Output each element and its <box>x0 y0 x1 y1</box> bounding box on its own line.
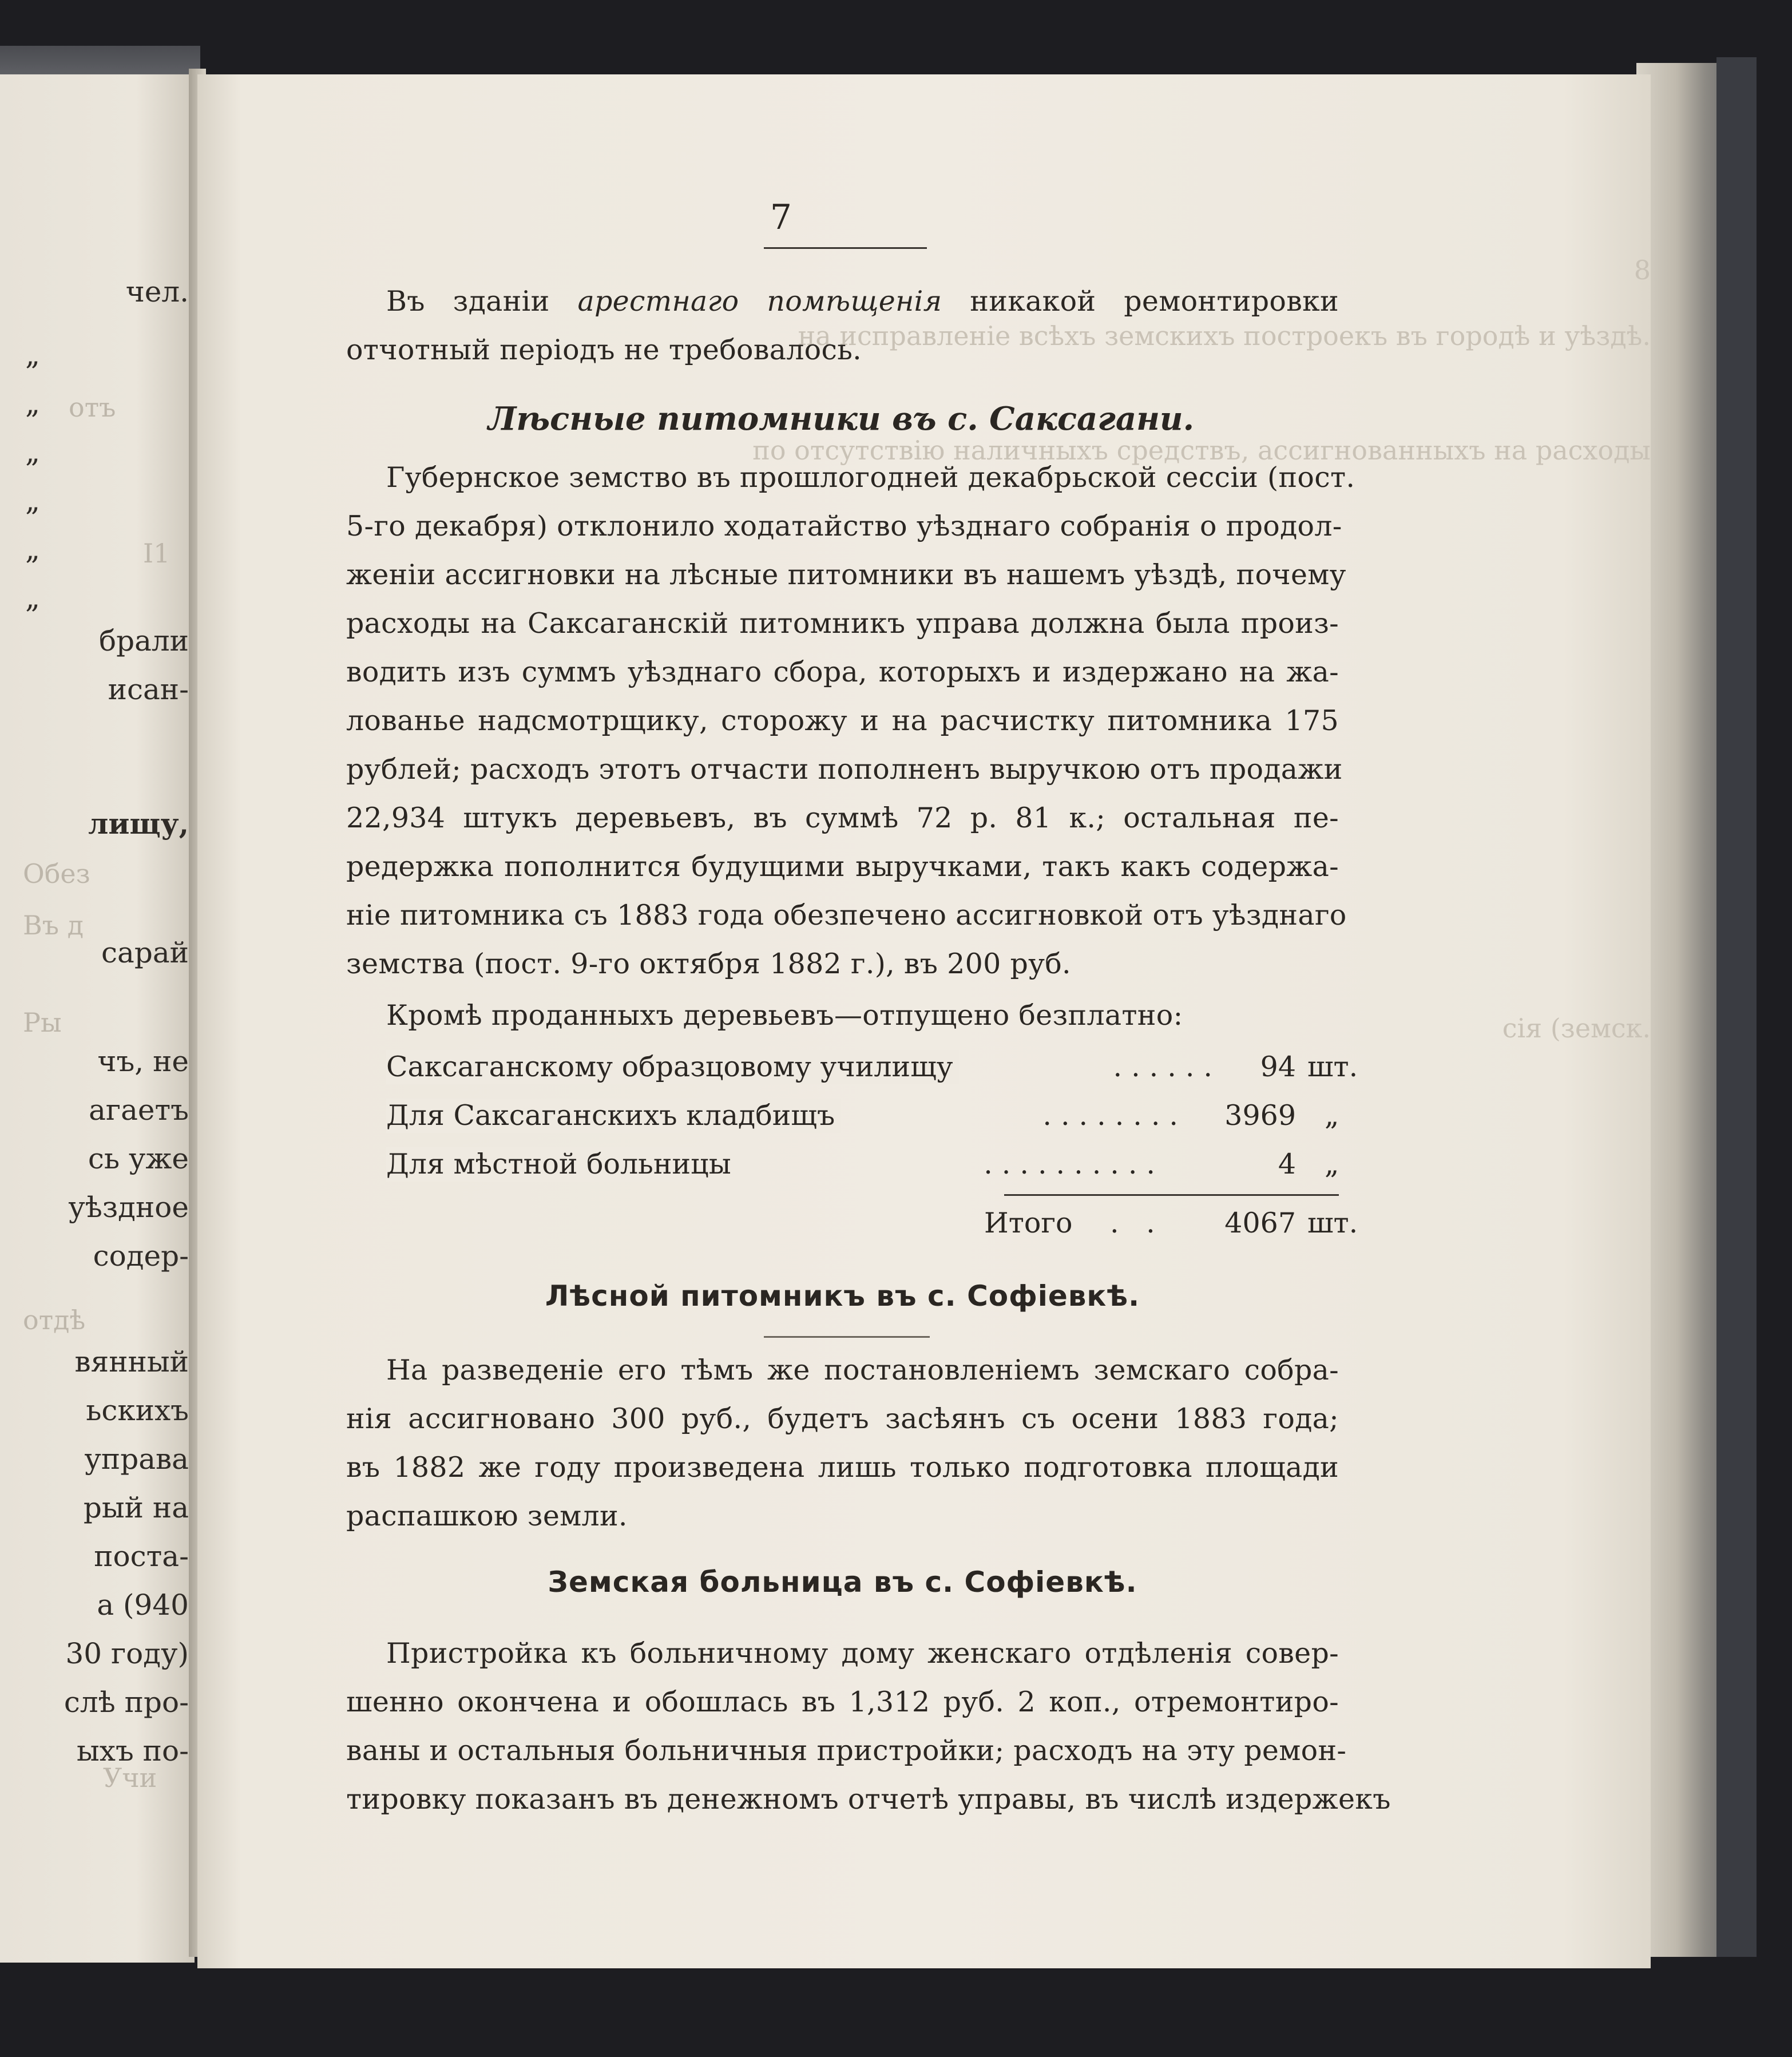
leader-dots: . . <box>1110 1207 1164 1239</box>
free-item-value: 3969 <box>1224 1099 1296 1132</box>
free-item-value: 4 <box>1278 1148 1296 1180</box>
left-fragment: „ <box>25 581 40 615</box>
left-fragment: агаетъ <box>89 1093 189 1127</box>
bleed-through-text: на исправленіе всѣхъ земскихъ построекъ въ городѣ и уѣздѣ. <box>798 320 1651 351</box>
paragraph-line: Губернское земство въ прошлогодней декабрьской сессіи (пост. <box>386 461 1355 494</box>
page-number: 7 <box>770 197 792 237</box>
section-heading-saksagan-nurseries: Лѣсные питомники въ с. Саксагани. <box>487 400 1195 438</box>
left-fragment: рый на <box>83 1491 189 1524</box>
free-item-label: Для Саксаганскихъ кладбищъ <box>386 1099 841 1133</box>
free-item-label: Для мѣстной больницы <box>386 1147 737 1182</box>
paragraph-line: Пристройка къ больничному дому женскаго отдѣленія совер- <box>386 1637 1339 1670</box>
paragraph-line: водить изъ суммъ уѣзднаго сбора, которыхъ и издержано на жа- <box>346 656 1339 688</box>
left-fragment: исан- <box>108 673 189 706</box>
book-cover-edge <box>1716 57 1757 1957</box>
free-item-unit: „ <box>1325 1099 1339 1132</box>
paragraph-line: женіи ассигновки на лѣсные питомники въ нашемъ уѣздѣ, почему <box>346 558 1346 591</box>
paragraph-line: распашкою земли. <box>346 1500 628 1532</box>
paragraph-line: ніе питомника съ 1883 года обезпечено ассигновкой отъ уѣзднаго <box>346 899 1347 932</box>
total-rule <box>1004 1194 1339 1196</box>
bleed-through-text: Въ д <box>23 910 84 941</box>
bleed-through-text: Обез <box>23 858 90 889</box>
leader-dots: ...... <box>1113 1051 1222 1083</box>
paragraph-line: отчотный періодъ не требовалось. <box>346 334 862 366</box>
left-fragment: а (940 <box>97 1588 189 1622</box>
section-heading-sofievka-hospital: Земская больница въ с. Софіевкѣ. <box>548 1565 1137 1599</box>
arrest-tail: никакой ремонтировки <box>970 285 1339 318</box>
left-fragment: поста- <box>94 1540 189 1573</box>
free-item-value: 94 <box>1260 1051 1296 1083</box>
left-fragment: чел. <box>125 275 189 308</box>
bleed-through-text: по отсутствію наличныхъ средствъ, ассигнованныхъ на расходы <box>752 435 1651 466</box>
left-fragment: „ <box>25 338 40 371</box>
left-fragment: управа <box>84 1442 189 1476</box>
paragraph-line: Кромѣ проданныхъ деревьевъ—отпущено безплатно: <box>386 999 1183 1032</box>
paragraph-line: ваны и остальныя больничныя пристройки; расходъ на эту ремон- <box>346 1734 1347 1767</box>
arrest-italic-term: арестнаго помѣщенія <box>577 285 942 318</box>
free-item-unit: шт. <box>1307 1051 1358 1083</box>
paragraph-line: 22,934 штукъ деревьевъ, въ суммѣ 72 р. 81 к.; остальная пе- <box>346 802 1339 834</box>
left-fragment: вянный <box>74 1345 189 1378</box>
paragraph-line: земства (пост. 9-го октября 1882 г.), въ 200 руб. <box>346 948 1071 980</box>
bleed-through-text: отдѣ <box>23 1305 86 1335</box>
free-item-unit: „ <box>1325 1148 1339 1180</box>
total-value: 4067 <box>1224 1207 1296 1239</box>
paragraph-line: шенно окончена и обошлась въ 1,312 руб. 2 коп., отремонтиро- <box>346 1686 1339 1718</box>
leader-dots: .......... <box>984 1148 1164 1180</box>
arrest-lead: Въ зданіи <box>386 285 550 318</box>
left-fragment: „ <box>25 484 40 517</box>
paragraph-line <box>386 284 1339 319</box>
left-fragment: содер- <box>93 1239 189 1273</box>
left-fragment: чъ, не <box>97 1045 189 1078</box>
left-fragment: лищу, <box>88 807 189 841</box>
section-heading-sofievka-nursery: Лѣсной питомникъ въ с. Софіевкѣ. <box>545 1279 1140 1313</box>
bleed-through-text: 8 <box>1634 255 1651 286</box>
leader-dots: ........ <box>1042 1099 1187 1132</box>
left-fragment: ьскихъ <box>86 1394 189 1427</box>
paragraph-line: 5-го декабря) отклонило ходатайство уѣзднаго собранія о продол- <box>346 510 1342 542</box>
paragraph-line: нія ассигновано 300 руб., будетъ засѣянъ съ осени 1883 года; <box>346 1402 1339 1435</box>
left-fragment: брали <box>98 624 189 657</box>
left-fragment: сарай <box>101 936 189 969</box>
total-unit: шт. <box>1307 1207 1358 1239</box>
heading-rule <box>764 1336 930 1338</box>
left-fragment: 30 году) <box>65 1637 189 1670</box>
bleed-through-text: Учи <box>103 1762 157 1793</box>
free-item-label: Саксаганскому образцовому училищу <box>386 1050 959 1084</box>
paragraph-line: въ 1882 же году произведена лишь только подготовка площади <box>346 1451 1339 1484</box>
bleed-through-text: І1 <box>143 538 171 569</box>
bleed-through-text: Ры <box>23 1007 62 1038</box>
paragraph-line: редержка пополнится будущими выручками, такъ какъ содержа- <box>346 850 1339 883</box>
paragraph-line: тировку показанъ въ денежномъ отчетѣ управы, въ числѣ издержекъ <box>346 1783 1391 1816</box>
left-fragment: сь уже <box>88 1142 189 1175</box>
paragraph-line: На разведеніе его тѣмъ же постановленіемъ земскаго собра- <box>386 1354 1339 1386</box>
left-fragment: „ <box>25 533 40 566</box>
paragraph-line: лованье надсмотрщику, сторожу и на расчистку питомника 175 <box>346 704 1339 737</box>
left-fragment: „ <box>25 435 40 469</box>
left-fragment: уѣздное <box>68 1191 189 1224</box>
paragraph-line: расходы на Саксаганскій питомникъ управа должна была произ- <box>346 607 1339 640</box>
paragraph-line: рублей; расходъ этотъ отчасти пополненъ выручкою отъ продажи <box>346 753 1343 786</box>
page-number-rule <box>764 247 927 249</box>
left-fragment: „ <box>25 387 40 420</box>
left-fragment: ыхъ по- <box>76 1734 189 1767</box>
left-fragment: слѣ про- <box>64 1686 189 1719</box>
bleed-through-text: сія (земск. <box>1502 1013 1651 1044</box>
total-label: Итого <box>984 1207 1073 1239</box>
bleed-through-text: отъ <box>69 392 116 423</box>
